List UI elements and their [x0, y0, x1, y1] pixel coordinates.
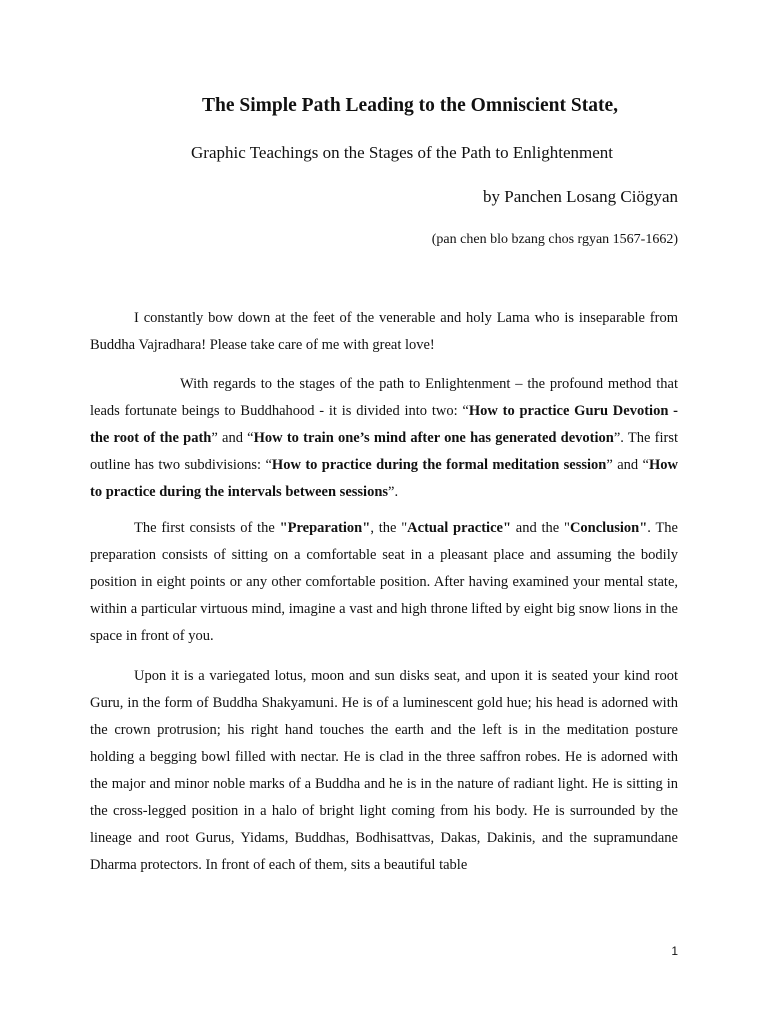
author-dates: (pan chen blo bzang chos rgyan 1567-1662)	[431, 232, 678, 247]
paragraph-text: , the "	[370, 520, 408, 536]
author-line: by Panchen Losang Ciögyan	[483, 187, 678, 206]
paragraph-visualization	[90, 663, 678, 879]
document-subtitle: Graphic Teachings on the Stages of the Path to Enlightenment	[191, 143, 613, 162]
paragraph-text: With regards to the stages of the path to Enlightenment – the profound method that leads fortunate beings to Buddhahood - it is divided into two: “	[90, 376, 678, 419]
bold-phrase: "Preparation"	[279, 520, 371, 536]
bold-phrase: How to practice during the intervals between sessions	[90, 457, 678, 500]
paragraph-text: ”. The first outline has two subdivisions: “	[90, 430, 679, 473]
page-number: 1	[671, 944, 678, 958]
bold-phrase: Conclusion"	[569, 520, 648, 536]
bold-phrase: How to practice Guru Devotion -the root of the path	[90, 403, 678, 446]
paragraph-text: ” and “	[606, 457, 649, 473]
paragraph-preparation	[90, 515, 678, 650]
paragraph-outline	[90, 371, 678, 506]
paragraph-text: and the "	[511, 520, 570, 536]
bold-phrase: How to practice during the formal meditation session	[271, 457, 607, 473]
bold-phrase: Actual practice"	[407, 520, 511, 536]
paragraph-text: ” and “	[211, 430, 254, 446]
paragraph-invocation	[90, 305, 678, 359]
bold-phrase: How to train one’s mind after one has generated devotion	[253, 430, 614, 446]
paragraph-text: . The preparation consists of sitting on a comfortable seat in a pleasant place and assuming the bodily position in eight points or any other comfortable position. After having examined your mental state, within a particular virtuous mind, imagine a vast and high throne lifted by eight big snow lions in the space in front of you.	[90, 520, 678, 644]
paragraph-text: Upon it is a variegated lotus, moon and sun disks seat, and upon it is seated your kind root Guru, in the form of Buddha Shakyamuni. He is of a luminescent gold hue; his head is adorned with the crown protrusion; his right hand touches the earth and the left is in the meditation posture holding a begging bowl filled with nectar. He is clad in the three saffron robes. He is adorned with the major and minor noble marks of a Buddha and he is in the nature of radiant light. He is sitting in the cross-legged position in a halo of bright light coming from his body. He is surrounded by the lineage and root Gurus, Yidams, Buddhas, Bodhisattvas, Dakas, Dakinis, and the supramundane Dharma protectors. In front of each of them, sits a beautiful table	[90, 668, 678, 873]
paragraph-text: ”.	[388, 484, 399, 500]
paragraph-text: The first consists of the	[134, 520, 280, 536]
paragraph-text: I constantly bow down at the feet of the venerable and holy Lama who is inseparable from Buddha Vajradhara! Please take care of me with great love!	[90, 310, 678, 353]
document-title: The Simple Path Leading to the Omniscient State,	[201, 95, 618, 116]
